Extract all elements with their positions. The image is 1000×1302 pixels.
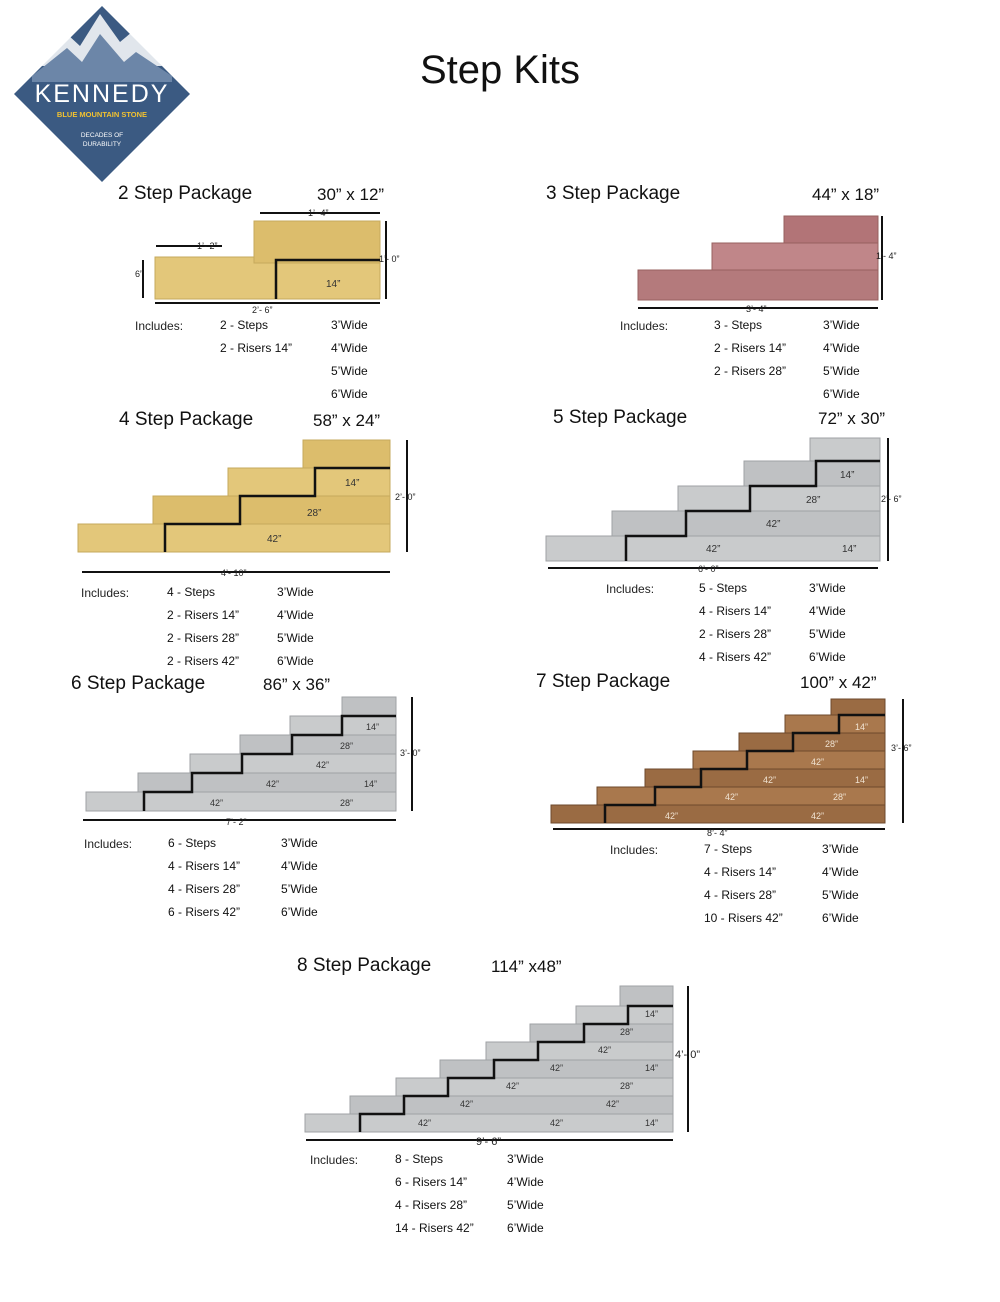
item: 2 - Risers 28” — [714, 364, 787, 378]
riser-label: 28” — [340, 798, 354, 808]
item-list — [699, 577, 771, 669]
riser-label: 42” — [550, 1118, 564, 1128]
item: 6 - Risers 42” — [168, 905, 241, 919]
step-diagram — [540, 430, 920, 580]
width-option: 5’Wide — [823, 364, 860, 378]
item: 2 - Risers 14” — [167, 608, 240, 622]
riser-label: 42” — [267, 534, 282, 545]
riser-label: 42” — [506, 1081, 520, 1091]
width-option: 5’Wide — [507, 1198, 544, 1212]
width-list — [507, 1148, 544, 1240]
item: 2 - Risers 28” — [167, 631, 240, 645]
riser-label: 42” — [210, 798, 224, 808]
width-list — [809, 577, 846, 669]
item: 4 - Risers 14” — [704, 865, 777, 879]
logo-sub: BLUE MOUNTAIN STONE — [56, 110, 148, 119]
riser-label: 42” — [598, 1045, 612, 1055]
item: 2 - Risers 28” — [699, 627, 772, 641]
riser-label: 28” — [307, 508, 322, 519]
riser-label: 14” — [345, 478, 360, 489]
riser-label: 14” — [645, 1009, 659, 1019]
item: 4 - Risers 28” — [704, 888, 777, 902]
package-size: 72” x 30” — [818, 409, 886, 428]
width-dim: 8’- 4” — [707, 828, 728, 838]
includes-label: Includes: — [610, 843, 659, 857]
height-dim: 1’- 0” — [379, 254, 400, 264]
width-list — [331, 314, 368, 406]
step-diagram — [545, 694, 925, 838]
height-dim: 2’- 6” — [881, 494, 902, 504]
package-title: 3 Step Package — [546, 183, 681, 204]
package-size: 86” x 36” — [263, 675, 331, 694]
width-dim: 7’- 2” — [226, 817, 247, 827]
width-option: 4’Wide — [331, 341, 368, 355]
item: 4 - Risers 42” — [699, 650, 772, 664]
item: 2 - Risers 14” — [714, 341, 787, 355]
item: 7 - Steps — [704, 842, 753, 856]
item: 4 - Risers 14” — [168, 859, 241, 873]
includes-label: Includes: — [81, 586, 130, 600]
item: 8 - Steps — [395, 1152, 444, 1166]
height-dim: 4’- 0” — [675, 1049, 701, 1061]
riser-label: 14” — [326, 279, 341, 290]
width-option: 4’Wide — [277, 608, 314, 622]
riser-label: 42” — [550, 1063, 564, 1073]
package-size: 58” x 24” — [313, 411, 381, 430]
step-diagram — [130, 205, 410, 317]
riser-label: 42” — [665, 811, 679, 821]
width-option: 6’Wide — [822, 911, 859, 925]
package-size: 114” x48” — [491, 957, 562, 976]
includes-label: Includes: — [606, 582, 655, 596]
height-dim: 3’- 0” — [400, 748, 421, 758]
width-option: 6’Wide — [281, 905, 318, 919]
width-option: 4’Wide — [809, 604, 846, 618]
item: 5 - Steps — [699, 581, 748, 595]
item: 4 - Steps — [167, 585, 216, 599]
package-size: 44” x 18” — [812, 185, 880, 204]
width-option: 5’Wide — [822, 888, 859, 902]
item-list — [220, 314, 292, 360]
package-size: 30” x 12” — [317, 185, 385, 204]
package-title: 5 Step Package — [553, 407, 688, 428]
width-option: 3’Wide — [823, 318, 860, 332]
width-option: 5’Wide — [809, 627, 846, 641]
riser-label: 14” — [366, 722, 380, 732]
step-diagram — [630, 210, 910, 318]
package-title: 8 Step Package — [297, 955, 432, 976]
logo-tag1: DECADES OF — [80, 132, 124, 139]
package-title: 4 Step Package — [119, 409, 254, 430]
width-option: 4’Wide — [823, 341, 860, 355]
riser-label: 14” — [364, 779, 378, 789]
riser-label: 14” — [855, 775, 869, 785]
width-dim: 6’- 0” — [698, 564, 719, 574]
item: 4 - Risers 28” — [395, 1198, 468, 1212]
page-title: Step Kits — [419, 48, 581, 92]
riser-label: 42” — [811, 757, 825, 767]
includes-label: Includes: — [135, 319, 184, 333]
width-option: 3’Wide — [809, 581, 846, 595]
riser-label: 42” — [418, 1118, 432, 1128]
width-list — [822, 838, 859, 930]
item-list — [168, 832, 240, 924]
item: 4 - Risers 28” — [168, 882, 241, 896]
riser-label: 42” — [460, 1099, 474, 1109]
package-title: 7 Step Package — [536, 671, 671, 692]
step-diagram — [80, 692, 430, 832]
riser-label: 14” — [855, 722, 869, 732]
riser-label: 14” — [645, 1118, 659, 1128]
riser-label: 42” — [316, 760, 330, 770]
riser-label: 28” — [620, 1081, 634, 1091]
width-option: 3’Wide — [331, 318, 368, 332]
item: 4 - Risers 14” — [699, 604, 772, 618]
item: 10 - Risers 42” — [704, 911, 783, 925]
width-dim: 2’- 6” — [252, 305, 273, 315]
package-title: 2 Step Package — [118, 183, 253, 204]
width-option: 6’Wide — [809, 650, 846, 664]
width-dim: 3’- 4” — [746, 304, 767, 314]
width-option: 6’Wide — [823, 387, 860, 401]
riser-label: 28” — [806, 495, 821, 506]
package-title: 6 Step Package — [71, 673, 206, 694]
width-option: 5’Wide — [281, 882, 318, 896]
riser-label: 42” — [706, 544, 721, 555]
riser-label: 28” — [825, 739, 839, 749]
width-option: 3’Wide — [822, 842, 859, 856]
riser-label: 42” — [266, 779, 280, 789]
item: 2 - Risers 14” — [220, 341, 293, 355]
riser-label: 42” — [766, 519, 781, 530]
height-dim: 2’- 0” — [395, 492, 416, 502]
riser-label: 42” — [811, 811, 825, 821]
item-list — [167, 581, 239, 673]
item: 6 - Steps — [168, 836, 217, 850]
includes-label: Includes: — [310, 1153, 359, 1167]
step-diagram — [300, 978, 720, 1150]
width-option: 5’Wide — [331, 364, 368, 378]
item: 6 - Risers 14” — [395, 1175, 468, 1189]
logo-tag2: DURABILITY — [82, 141, 122, 148]
width-option: 6’Wide — [277, 654, 314, 668]
item: 2 - Steps — [220, 318, 269, 332]
step-dim: 6” — [135, 269, 144, 279]
width-list — [281, 832, 318, 924]
logo-brand: KENNEDY — [34, 80, 170, 108]
riser-label: 28” — [340, 741, 354, 751]
width-option: 3’Wide — [281, 836, 318, 850]
width-list — [277, 581, 314, 673]
width-option: 4’Wide — [281, 859, 318, 873]
riser-label: 14” — [645, 1063, 659, 1073]
width-option: 3’Wide — [277, 585, 314, 599]
riser-label: 28” — [620, 1027, 634, 1037]
riser-label: 42” — [606, 1099, 620, 1109]
width-dim: 4’- 10” — [221, 568, 247, 578]
riser-label: 14” — [842, 544, 857, 555]
riser-label: 14” — [840, 470, 855, 481]
item: 14 - Risers 42” — [395, 1221, 474, 1235]
item-list — [714, 314, 786, 383]
width-list — [823, 314, 860, 406]
top-dim: 1’- 4” — [308, 208, 329, 218]
riser-label: 28” — [833, 792, 847, 802]
item: 2 - Risers 42” — [167, 654, 240, 668]
height-dim: 1’- 4” — [876, 251, 897, 261]
width-option: 4’Wide — [822, 865, 859, 879]
riser-label: 42” — [763, 775, 777, 785]
includes-label: Includes: — [84, 837, 133, 851]
item-list — [395, 1148, 474, 1240]
width-option: 6’Wide — [331, 387, 368, 401]
item-list — [704, 838, 783, 930]
item: 3 - Steps — [714, 318, 763, 332]
width-dim: 9’- 6” — [476, 1136, 502, 1148]
kennedy-logo — [12, 4, 192, 184]
width-option: 5’Wide — [277, 631, 314, 645]
width-option: 3’Wide — [507, 1152, 544, 1166]
includes-label: Includes: — [620, 319, 669, 333]
lower-dim: 1’- 2” — [197, 241, 218, 251]
height-dim: 3’- 6” — [891, 743, 912, 753]
width-option: 4’Wide — [507, 1175, 544, 1189]
step-diagram — [75, 432, 425, 580]
package-size: 100” x 42” — [800, 673, 877, 692]
width-option: 6’Wide — [507, 1221, 544, 1235]
riser-label: 42” — [725, 792, 739, 802]
